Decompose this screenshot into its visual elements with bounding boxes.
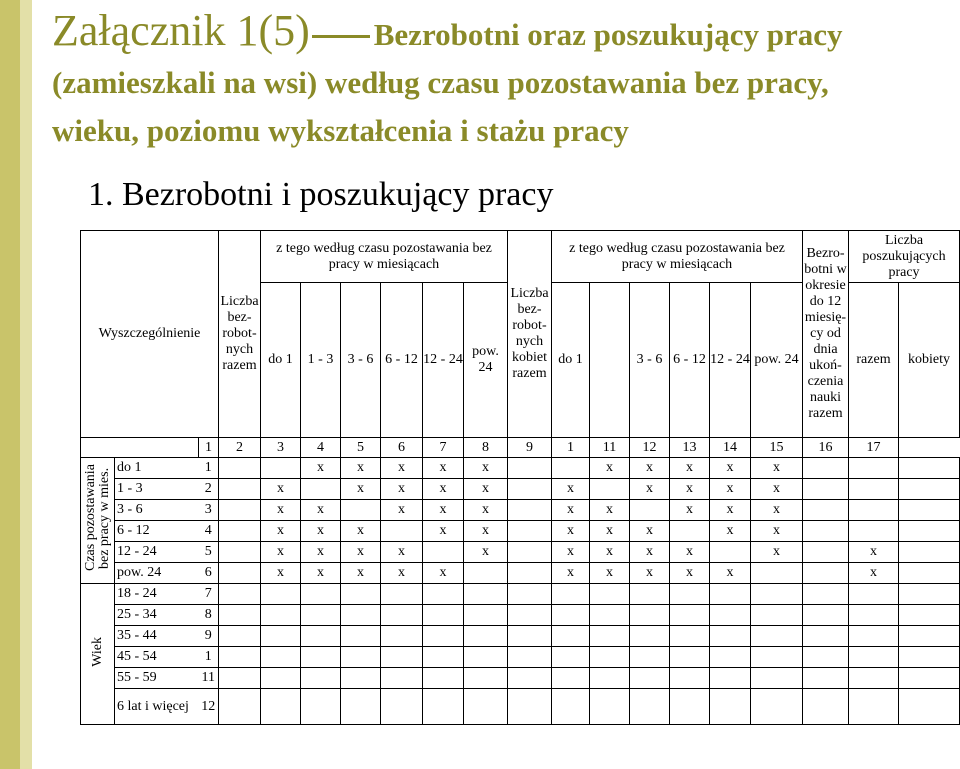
row-number: 11 — [199, 668, 219, 689]
table-cell — [710, 626, 751, 647]
table-cell — [899, 689, 960, 725]
data-table — [80, 230, 960, 725]
table-cell — [261, 689, 301, 725]
table-cell — [219, 458, 261, 479]
table-cell: x — [630, 563, 670, 584]
row-label: 6 - 12 — [115, 521, 199, 542]
table-cell — [710, 542, 751, 563]
table-cell: x — [341, 521, 381, 542]
table-cell — [423, 605, 464, 626]
table-cell — [899, 458, 960, 479]
table-cell — [381, 668, 423, 689]
table-cell: x — [301, 563, 341, 584]
table-cell — [508, 584, 552, 605]
table-cell — [508, 563, 552, 584]
table-cell — [590, 668, 630, 689]
row-number: 12 — [199, 689, 219, 725]
table-cell: x — [590, 458, 630, 479]
table-cell: x — [552, 563, 590, 584]
table-cell: x — [710, 458, 751, 479]
subheader-cell: do 1 — [261, 283, 301, 438]
table-cell — [381, 626, 423, 647]
table-cell — [552, 626, 590, 647]
table-cell: x — [381, 458, 423, 479]
table-cell — [849, 605, 899, 626]
table-cell — [301, 647, 341, 668]
row-label: 55 - 59 — [115, 668, 199, 689]
table-cell: x — [381, 563, 423, 584]
table-cell: x — [301, 458, 341, 479]
table-cell — [710, 668, 751, 689]
table-cell: x — [590, 563, 630, 584]
table-cell — [381, 689, 423, 725]
table-cell: x — [670, 500, 710, 521]
section-title: 1. Bezrobotni i poszukujący pracy — [88, 176, 554, 213]
row-label: 25 - 34 — [115, 605, 199, 626]
subheader-cell — [590, 283, 630, 438]
table-cell — [849, 458, 899, 479]
table-cell — [849, 500, 899, 521]
table-cell — [341, 584, 381, 605]
table-cell — [590, 479, 630, 500]
table-row — [81, 605, 960, 626]
table-cell — [341, 500, 381, 521]
table-cell — [219, 479, 261, 500]
table-cell: x — [590, 521, 630, 542]
row-number: 1 — [199, 458, 219, 479]
column-number: 1 — [552, 438, 590, 458]
table-row — [81, 458, 960, 479]
column-number: 16 — [803, 438, 849, 458]
table-cell — [849, 479, 899, 500]
row-number: 4 — [199, 521, 219, 542]
heading-line-3: wieku, poziomu wykształcenia i stażu pracy — [52, 113, 629, 148]
table-cell — [899, 542, 960, 563]
table-cell: x — [341, 542, 381, 563]
table-cell — [464, 626, 508, 647]
table-row — [81, 584, 960, 605]
table-cell: x — [751, 542, 803, 563]
table-cell: x — [751, 521, 803, 542]
table-cell — [219, 689, 261, 725]
table-cell — [552, 584, 590, 605]
table-cell: x — [341, 479, 381, 500]
table-cell — [464, 605, 508, 626]
table-cell: x — [464, 542, 508, 563]
table-cell — [630, 647, 670, 668]
table-cell — [899, 668, 960, 689]
table-cell — [508, 521, 552, 542]
subheader-cell: 6 - 12 — [670, 283, 710, 438]
table-row — [81, 479, 960, 500]
table-cell — [381, 647, 423, 668]
subheader-cell: do 1 — [552, 283, 590, 438]
subheader-cell: 12 - 24 — [710, 283, 751, 438]
table-cell — [803, 605, 849, 626]
table-cell — [803, 668, 849, 689]
table-cell — [849, 626, 899, 647]
header-group1: z tego według czasu pozostawania bez pracy w miesiącach — [261, 231, 508, 283]
column-number: 9 — [508, 438, 552, 458]
table-cell — [630, 668, 670, 689]
table-cell: x — [423, 500, 464, 521]
table-cell — [301, 479, 341, 500]
table-cell — [219, 584, 261, 605]
table-cell — [751, 605, 803, 626]
table-cell: x — [261, 563, 301, 584]
table-cell — [381, 521, 423, 542]
table-cell — [301, 668, 341, 689]
table-cell: x — [849, 542, 899, 563]
table-cell — [590, 647, 630, 668]
table-row — [81, 647, 960, 668]
subheader-cell: kobiety — [899, 283, 960, 438]
column-number: 3 — [261, 438, 301, 458]
row-number: 7 — [199, 584, 219, 605]
table-cell — [849, 668, 899, 689]
subheader-cell: 3 - 6 — [630, 283, 670, 438]
table-cell — [464, 689, 508, 725]
table-cell — [751, 647, 803, 668]
heading-line-2: (zamieszkali na wsi) według czasu pozostawania bez pracy, — [52, 65, 829, 100]
table-cell — [630, 626, 670, 647]
column-number: 5 — [341, 438, 381, 458]
row-number: 6 — [199, 563, 219, 584]
table-cell — [219, 626, 261, 647]
row-label: pow. 24 — [115, 563, 199, 584]
table-cell — [508, 605, 552, 626]
table-cell — [899, 521, 960, 542]
column-number: 13 — [670, 438, 710, 458]
table-cell — [552, 458, 590, 479]
header-group2: z tego według czasu pozostawania bez pracy w miesiącach — [552, 231, 803, 283]
table-cell: x — [630, 458, 670, 479]
table-cell: x — [381, 542, 423, 563]
table-cell — [670, 647, 710, 668]
table-cell — [341, 647, 381, 668]
table-cell: x — [590, 542, 630, 563]
row-label: 45 - 54 — [115, 647, 199, 668]
table-cell — [803, 626, 849, 647]
header-liczba-bezrobotnych: Liczba bez- robot- nych razem — [219, 231, 261, 438]
header-wyszczegolnienie: Wyszczególnienie — [81, 231, 219, 438]
table-cell: x — [670, 479, 710, 500]
row-number: 8 — [199, 605, 219, 626]
table-cell: x — [301, 521, 341, 542]
table-row — [81, 626, 960, 647]
group-czas-label: Czas pozostawania bez pracy w mies. — [81, 458, 115, 584]
table-cell — [423, 542, 464, 563]
row-number: 2 — [199, 479, 219, 500]
table-cell: x — [670, 458, 710, 479]
table-cell: x — [552, 542, 590, 563]
table-cell — [464, 647, 508, 668]
table-cell: x — [261, 479, 301, 500]
subheader-cell: razem — [849, 283, 899, 438]
table-cell — [710, 584, 751, 605]
table-cell: x — [710, 563, 751, 584]
table-cell — [849, 647, 899, 668]
table-cell — [590, 689, 630, 725]
table-cell — [261, 605, 301, 626]
table-cell: x — [630, 479, 670, 500]
column-number: 17 — [849, 438, 899, 458]
table-cell — [849, 584, 899, 605]
table-cell: x — [849, 563, 899, 584]
page-heading — [52, 6, 952, 158]
subheader-cell: 3 - 6 — [341, 283, 381, 438]
header-liczba-poszukujacych: Liczba poszukujących pracy — [849, 231, 960, 283]
column-number: 2 — [219, 438, 261, 458]
table-cell — [552, 647, 590, 668]
table-cell — [219, 668, 261, 689]
table-cell — [751, 563, 803, 584]
column-number: 12 — [630, 438, 670, 458]
table-cell — [899, 647, 960, 668]
decorative-sidebar — [0, 0, 20, 769]
table-cell — [803, 563, 849, 584]
subheader-cell: 1 - 3 — [301, 283, 341, 438]
table-cell — [899, 626, 960, 647]
table-cell — [508, 542, 552, 563]
number-row-blank — [81, 438, 199, 458]
table-cell — [552, 605, 590, 626]
table-cell: x — [710, 521, 751, 542]
heading-dash — [312, 35, 370, 38]
table-cell: x — [423, 479, 464, 500]
table-cell — [590, 605, 630, 626]
table-cell — [508, 479, 552, 500]
table-cell — [670, 584, 710, 605]
table-cell — [803, 521, 849, 542]
table-cell: x — [261, 542, 301, 563]
table-cell: x — [464, 521, 508, 542]
table-cell: x — [261, 500, 301, 521]
row-number: 5 — [199, 542, 219, 563]
table-cell — [899, 605, 960, 626]
table-cell — [803, 689, 849, 725]
table-cell — [381, 605, 423, 626]
row-number: 9 — [199, 626, 219, 647]
table-cell: x — [464, 479, 508, 500]
table-cell — [710, 647, 751, 668]
table-cell: x — [670, 542, 710, 563]
table-cell: x — [751, 479, 803, 500]
column-number: 6 — [381, 438, 423, 458]
table-cell — [670, 521, 710, 542]
table-cell — [341, 668, 381, 689]
table-cell — [670, 668, 710, 689]
table-cell — [301, 626, 341, 647]
table-cell: x — [630, 542, 670, 563]
table-cell — [508, 668, 552, 689]
heading-title: Załącznik 1(5) — [52, 6, 310, 55]
table-cell — [219, 647, 261, 668]
table-cell: x — [590, 500, 630, 521]
row-label: 1 - 3 — [115, 479, 199, 500]
table-cell: x — [552, 500, 590, 521]
table-row — [81, 521, 960, 542]
table-cell: x — [423, 521, 464, 542]
table-cell — [341, 689, 381, 725]
table-cell — [751, 584, 803, 605]
table-cell: x — [710, 479, 751, 500]
table-cell — [219, 605, 261, 626]
subheader-cell: pow. 24 — [751, 283, 803, 438]
table-cell — [590, 626, 630, 647]
table-cell — [670, 605, 710, 626]
column-number: 8 — [464, 438, 508, 458]
table-cell — [219, 521, 261, 542]
table-cell — [261, 458, 301, 479]
row-number: 3 — [199, 500, 219, 521]
table-cell — [552, 668, 590, 689]
table-row — [81, 668, 960, 689]
table-cell: x — [670, 563, 710, 584]
table-row — [81, 563, 960, 584]
table-cell — [423, 689, 464, 725]
table-cell — [301, 605, 341, 626]
group-wiek-label: Wiek — [81, 584, 115, 725]
row-label: 12 - 24 — [115, 542, 199, 563]
table-row — [81, 689, 960, 725]
table-cell — [261, 647, 301, 668]
row-label: 3 - 6 — [115, 500, 199, 521]
table-row — [81, 542, 960, 563]
table-cell — [899, 563, 960, 584]
table-cell — [464, 584, 508, 605]
table-cell: x — [301, 500, 341, 521]
column-number: 4 — [301, 438, 341, 458]
table-cell — [670, 626, 710, 647]
table-cell — [803, 542, 849, 563]
table-cell: x — [301, 542, 341, 563]
table-cell — [630, 689, 670, 725]
table-cell — [508, 458, 552, 479]
table-cell: x — [464, 500, 508, 521]
table-cell — [710, 605, 751, 626]
subheader-cell: 6 - 12 — [381, 283, 423, 438]
table-cell: x — [381, 500, 423, 521]
table-cell: x — [751, 458, 803, 479]
row-label: 6 lat i więcej — [115, 689, 199, 725]
table-cell: x — [751, 500, 803, 521]
table-cell: x — [630, 521, 670, 542]
table-cell: x — [341, 458, 381, 479]
column-number: 11 — [590, 438, 630, 458]
table-cell: x — [341, 563, 381, 584]
column-number: 7 — [423, 438, 464, 458]
table-cell — [803, 584, 849, 605]
table-cell: x — [710, 500, 751, 521]
subheader-cell: pow. 24 — [464, 283, 508, 438]
table-cell — [508, 500, 552, 521]
table-cell: x — [552, 479, 590, 500]
table-cell — [261, 584, 301, 605]
table-cell — [301, 689, 341, 725]
table-cell — [899, 479, 960, 500]
table-cell — [423, 584, 464, 605]
table-cell — [849, 521, 899, 542]
table-cell — [341, 605, 381, 626]
subheader-cell: 12 - 24 — [423, 283, 464, 438]
table-cell — [630, 605, 670, 626]
table-cell — [670, 689, 710, 725]
table-cell — [423, 668, 464, 689]
table-cell: x — [261, 521, 301, 542]
table-cell: x — [423, 458, 464, 479]
table-cell — [261, 668, 301, 689]
heading-subtitle-inline: Bezrobotni oraz poszukujący pracy — [373, 17, 843, 52]
table-cell — [710, 689, 751, 725]
table-cell — [630, 500, 670, 521]
table-cell — [590, 584, 630, 605]
table-cell — [301, 584, 341, 605]
table-cell — [341, 626, 381, 647]
table-cell — [261, 626, 301, 647]
row-label: 35 - 44 — [115, 626, 199, 647]
decorative-sidebar-light — [20, 0, 32, 769]
table-cell — [508, 689, 552, 725]
table-cell — [630, 584, 670, 605]
row-number: 1 — [199, 647, 219, 668]
table-cell: x — [552, 521, 590, 542]
table-row — [81, 500, 960, 521]
table-cell — [219, 563, 261, 584]
column-number: 1 — [199, 438, 219, 458]
header-liczba-kobiet: Liczba bez- robot- nych kobiet razem — [508, 231, 552, 438]
table-cell — [751, 668, 803, 689]
table-cell: x — [423, 563, 464, 584]
table-cell — [803, 647, 849, 668]
table-cell — [423, 647, 464, 668]
column-number: 14 — [710, 438, 751, 458]
row-label: 18 - 24 — [115, 584, 199, 605]
table-cell: x — [464, 458, 508, 479]
table-cell — [464, 668, 508, 689]
table-cell: x — [381, 479, 423, 500]
column-number: 15 — [751, 438, 803, 458]
table-cell — [803, 500, 849, 521]
table-cell — [508, 626, 552, 647]
table-cell — [751, 626, 803, 647]
row-label: do 1 — [115, 458, 199, 479]
table-cell — [849, 689, 899, 725]
table-cell — [899, 500, 960, 521]
table-cell — [751, 689, 803, 725]
table-cell — [508, 647, 552, 668]
table-cell — [381, 584, 423, 605]
header-bezrobotni-okres: Bezro- botni w okresie do 12 miesię- cy od dnia ukoń- czenia nauki razem — [803, 231, 849, 438]
table-cell — [423, 626, 464, 647]
table-cell — [899, 584, 960, 605]
table-cell — [552, 689, 590, 725]
table-cell — [803, 458, 849, 479]
table-cell — [803, 479, 849, 500]
table-cell — [219, 500, 261, 521]
table-cell — [219, 542, 261, 563]
table-cell — [464, 563, 508, 584]
